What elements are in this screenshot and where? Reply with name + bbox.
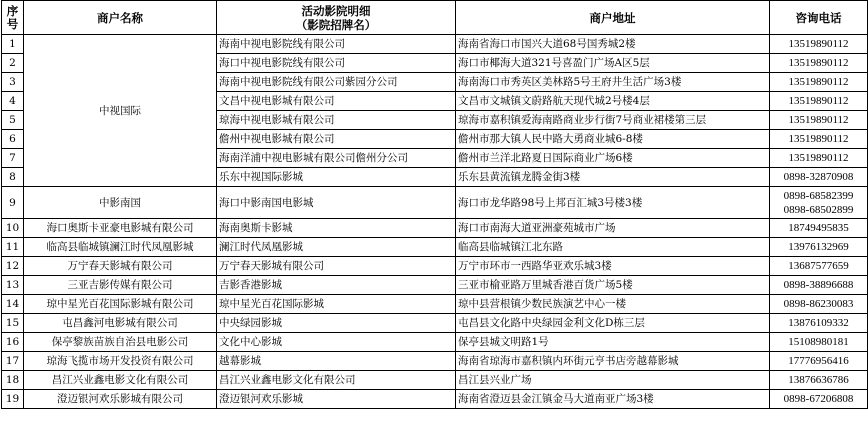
seq-cell: 5 bbox=[2, 111, 24, 130]
cinema-cell: 琼海中视电影城有限公司 bbox=[217, 111, 456, 130]
cinema-cell: 海口中视电影院线有限公司 bbox=[217, 54, 456, 73]
table-row bbox=[2, 295, 868, 314]
seq-cell: 8 bbox=[2, 168, 24, 187]
phone-cell: 13519890112 bbox=[770, 54, 868, 73]
phone-cell: 0898-38896688 bbox=[770, 276, 868, 295]
address-cell: 昌江县兴业广场 bbox=[456, 371, 770, 390]
cinema-cell: 海南洋浦中视电影城有限公司儋州分公司 bbox=[217, 149, 456, 168]
address-cell: 海南省澄迈县金江镇金马大道南亚广场3楼 bbox=[456, 390, 770, 409]
table-row bbox=[2, 390, 868, 409]
seq-cell: 17 bbox=[2, 352, 24, 371]
table-row bbox=[2, 314, 868, 333]
cinema-cell: 海南中视电影院线有限公司 bbox=[217, 35, 456, 54]
header-cinema: 活动影院明细 （影院招牌名） bbox=[217, 1, 456, 35]
phone-cell: 15108980181 bbox=[770, 333, 868, 352]
phone-cell: 13519890112 bbox=[770, 92, 868, 111]
merchant-cell: 保亭黎族苗族自治县电影公司 bbox=[24, 333, 217, 352]
cinema-cell: 吉影香港影城 bbox=[217, 276, 456, 295]
phone-cell: 0898-68582399 0898-68502899 bbox=[770, 187, 868, 219]
address-cell: 儋州市那大镇人民中路大勇商业城6-8楼 bbox=[456, 130, 770, 149]
cinema-cell: 澄迈银河欢乐影城 bbox=[217, 390, 456, 409]
address-cell: 海南省琼海市嘉积镇内环街元亨书店旁越幕影城 bbox=[456, 352, 770, 371]
merchant-cell: 昌江兴业鑫电影文化有限公司 bbox=[24, 371, 217, 390]
seq-cell: 7 bbox=[2, 149, 24, 168]
cinema-cell: 文昌中视电影城有限公司 bbox=[217, 92, 456, 111]
seq-cell: 6 bbox=[2, 130, 24, 149]
cinema-cell: 万宁春天影城有限公司 bbox=[217, 257, 456, 276]
phone-cell: 17776956416 bbox=[770, 352, 868, 371]
header-phone: 咨询电话 bbox=[770, 1, 868, 35]
address-cell: 三亚市榆亚路万里城香港百货广场5楼 bbox=[456, 276, 770, 295]
seq-cell: 19 bbox=[2, 390, 24, 409]
merchant-group-cell: 中视国际 bbox=[24, 35, 217, 187]
seq-cell: 3 bbox=[2, 73, 24, 92]
seq-cell: 12 bbox=[2, 257, 24, 276]
cinema-cell: 儋州中视电影城有限公司 bbox=[217, 130, 456, 149]
phone-cell: 18749495835 bbox=[770, 219, 868, 238]
address-cell: 万宁市环市一西路华亚欢乐城3楼 bbox=[456, 257, 770, 276]
cinema-cell: 海南中视电影院线有限公司紫园分公司 bbox=[217, 73, 456, 92]
cinema-cell: 越幕影城 bbox=[217, 352, 456, 371]
address-cell: 海口市龙华路98号上邦百汇城3号楼3楼 bbox=[456, 187, 770, 219]
merchant-cell: 三亚吉影传媒有限公司 bbox=[24, 276, 217, 295]
phone-cell: 13519890112 bbox=[770, 35, 868, 54]
seq-cell: 10 bbox=[2, 219, 24, 238]
table-row bbox=[2, 333, 868, 352]
cinema-cell: 澜江时代凤凰影城 bbox=[217, 238, 456, 257]
cinema-cell: 琼中星光百花国际影城 bbox=[217, 295, 456, 314]
table-row bbox=[2, 219, 868, 238]
address-cell: 临高县临城镇江北东路 bbox=[456, 238, 770, 257]
phone-cell: 13519890112 bbox=[770, 130, 868, 149]
table-row bbox=[2, 257, 868, 276]
table-row bbox=[2, 276, 868, 295]
seq-cell: 11 bbox=[2, 238, 24, 257]
phone-cell: 13876636786 bbox=[770, 371, 868, 390]
header-address: 商户地址 bbox=[456, 1, 770, 35]
table-row bbox=[2, 238, 868, 257]
seq-cell: 2 bbox=[2, 54, 24, 73]
address-cell: 屯昌县文化路中央绿园金利文化D栋三层 bbox=[456, 314, 770, 333]
seq-cell: 18 bbox=[2, 371, 24, 390]
merchant-cell: 万宁春天影城有限公司 bbox=[24, 257, 217, 276]
table-row bbox=[2, 352, 868, 371]
seq-cell: 14 bbox=[2, 295, 24, 314]
seq-cell: 4 bbox=[2, 92, 24, 111]
address-cell: 海南省海口市国兴大道68号国秀城2楼 bbox=[456, 35, 770, 54]
table-header-row bbox=[2, 1, 868, 35]
address-cell: 琼海市嘉积镇爱海南路商业步行街7号商业裙楼第三层 bbox=[456, 111, 770, 130]
merchant-cell: 澄迈银河欢乐影城有限公司 bbox=[24, 390, 217, 409]
address-cell: 琼中县营根镇少数民族演艺中心一楼 bbox=[456, 295, 770, 314]
phone-cell: 13519890112 bbox=[770, 73, 868, 92]
cinema-cell: 海南奥斯卡影城 bbox=[217, 219, 456, 238]
cinema-cell: 海口中影南国电影城 bbox=[217, 187, 456, 219]
phone-cell: 13976132969 bbox=[770, 238, 868, 257]
cinema-cell: 中央绿园影城 bbox=[217, 314, 456, 333]
phone-cell: 13876109332 bbox=[770, 314, 868, 333]
seq-cell: 1 bbox=[2, 35, 24, 54]
address-cell: 海口市椰海大道321号喜盈门广场A区5层 bbox=[456, 54, 770, 73]
table-row bbox=[2, 371, 868, 390]
phone-cell: 0898-86230083 bbox=[770, 295, 868, 314]
seq-cell: 16 bbox=[2, 333, 24, 352]
header-merchant: 商户名称 bbox=[24, 1, 217, 35]
header-seq: 序 号 bbox=[2, 1, 24, 35]
merchant-cell: 屯昌鑫河电影城有限公司 bbox=[24, 314, 217, 333]
phone-cell: 13687577659 bbox=[770, 257, 868, 276]
phone-cell: 13519890112 bbox=[770, 149, 868, 168]
address-cell: 海口市南海大道亚洲豪苑城市广场 bbox=[456, 219, 770, 238]
address-cell: 保亭县城文明路1号 bbox=[456, 333, 770, 352]
cinema-cell: 文化中心影城 bbox=[217, 333, 456, 352]
merchant-cell: 琼海飞揽市场开发投资有限公司 bbox=[24, 352, 217, 371]
address-cell: 儋州市兰洋北路夏日国际商业广场6楼 bbox=[456, 149, 770, 168]
address-cell: 乐东县黄流镇龙腾金街3楼 bbox=[456, 168, 770, 187]
seq-cell: 9 bbox=[2, 187, 24, 219]
merchant-group-cell: 中影南国 bbox=[24, 187, 217, 219]
address-cell: 文昌市文城镇文蔚路航天现代城2号楼4层 bbox=[456, 92, 770, 111]
merchant-cell: 琼中星光百花国际影城有限公司 bbox=[24, 295, 217, 314]
seq-cell: 13 bbox=[2, 276, 24, 295]
cinema-cell: 昌江兴业鑫电影文化有限公司 bbox=[217, 371, 456, 390]
merchant-cell: 海口奥斯卡亚豪电影城有限公司 bbox=[24, 219, 217, 238]
merchant-cell: 临高县临城镇澜江时代凤凰影城 bbox=[24, 238, 217, 257]
cinema-list-table bbox=[1, 0, 868, 409]
phone-cell: 0898-32870908 bbox=[770, 168, 868, 187]
phone-cell: 13519890112 bbox=[770, 111, 868, 130]
cinema-cell: 乐东中视国际影城 bbox=[217, 168, 456, 187]
table-row bbox=[2, 187, 868, 219]
address-cell: 海南海口市秀英区美林路5号王府井生活广场3楼 bbox=[456, 73, 770, 92]
table-row bbox=[2, 35, 868, 54]
seq-cell: 15 bbox=[2, 314, 24, 333]
phone-cell: 0898-67206808 bbox=[770, 390, 868, 409]
